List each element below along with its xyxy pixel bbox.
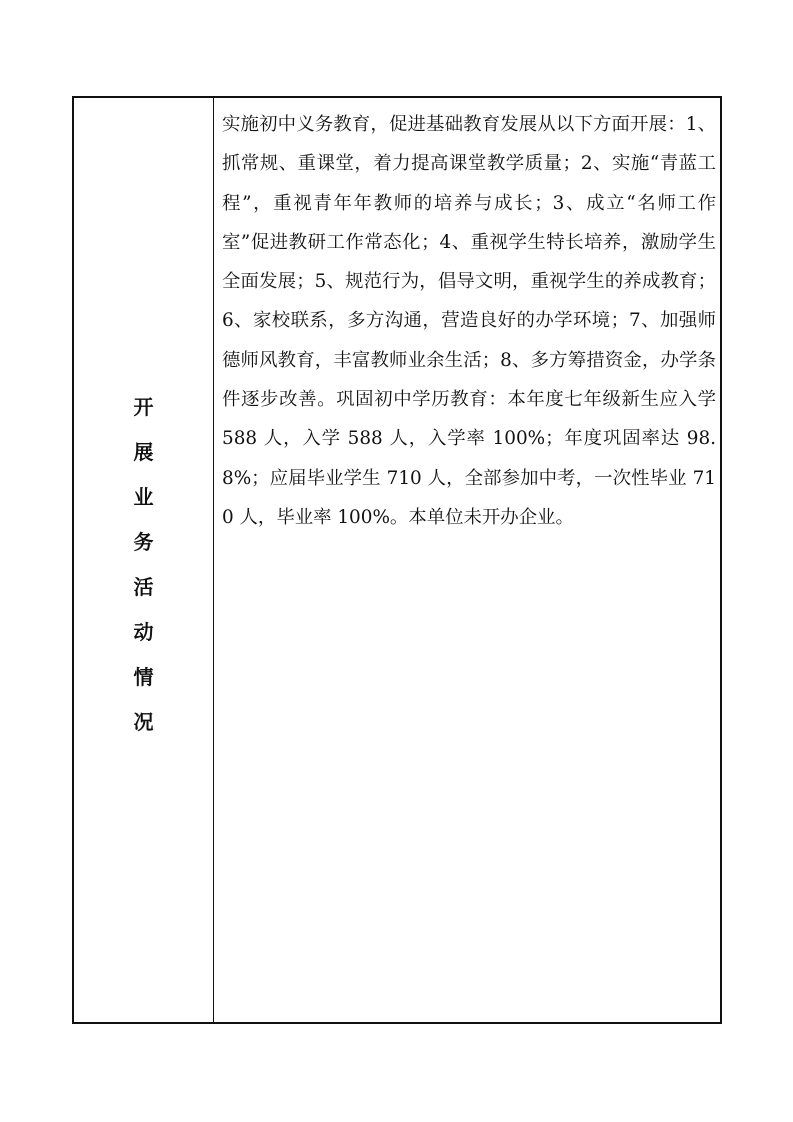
label-char: 务 bbox=[133, 530, 154, 554]
label-char: 动 bbox=[133, 620, 154, 644]
label-char: 展 bbox=[133, 440, 154, 464]
section-label bbox=[133, 397, 155, 733]
label-char: 况 bbox=[133, 710, 154, 734]
label-char: 开 bbox=[133, 395, 154, 419]
label-cell bbox=[74, 98, 214, 1022]
label-char: 情 bbox=[133, 665, 154, 689]
label-char: 活 bbox=[133, 575, 154, 599]
form-table bbox=[72, 96, 722, 1024]
content-cell bbox=[214, 98, 720, 1022]
label-char: 业 bbox=[133, 485, 154, 509]
activity-description: 实施初中义务教育，促进基础教育发展从以下方面开展：1、抓常规、重课堂，着力提高课堂教学质量；2、实施“青蓝工程”，重视青年年教师的培养与成长；3、成立“名师工作室”促进教研工作常态化；4、重视学生特长培养，激励学生全面发展；5、规范行为，倡导文明，重视学生的养成教育；6、家校联系，多方沟通，营造良好的办学环境；7、加强师德师风教育，丰富教师业余生活；8、多方筹措资金，办学条件逐步改善。巩固初中学历教育：本年度七年级新生应入学 588 人，入学 588 人，入学率 100%；年度巩固率达 98.8%；应届毕业学生 710 人，全部参加中考，一次性毕业 710 人，毕业率 100%。本单位未开办企业。 bbox=[222, 114, 716, 528]
